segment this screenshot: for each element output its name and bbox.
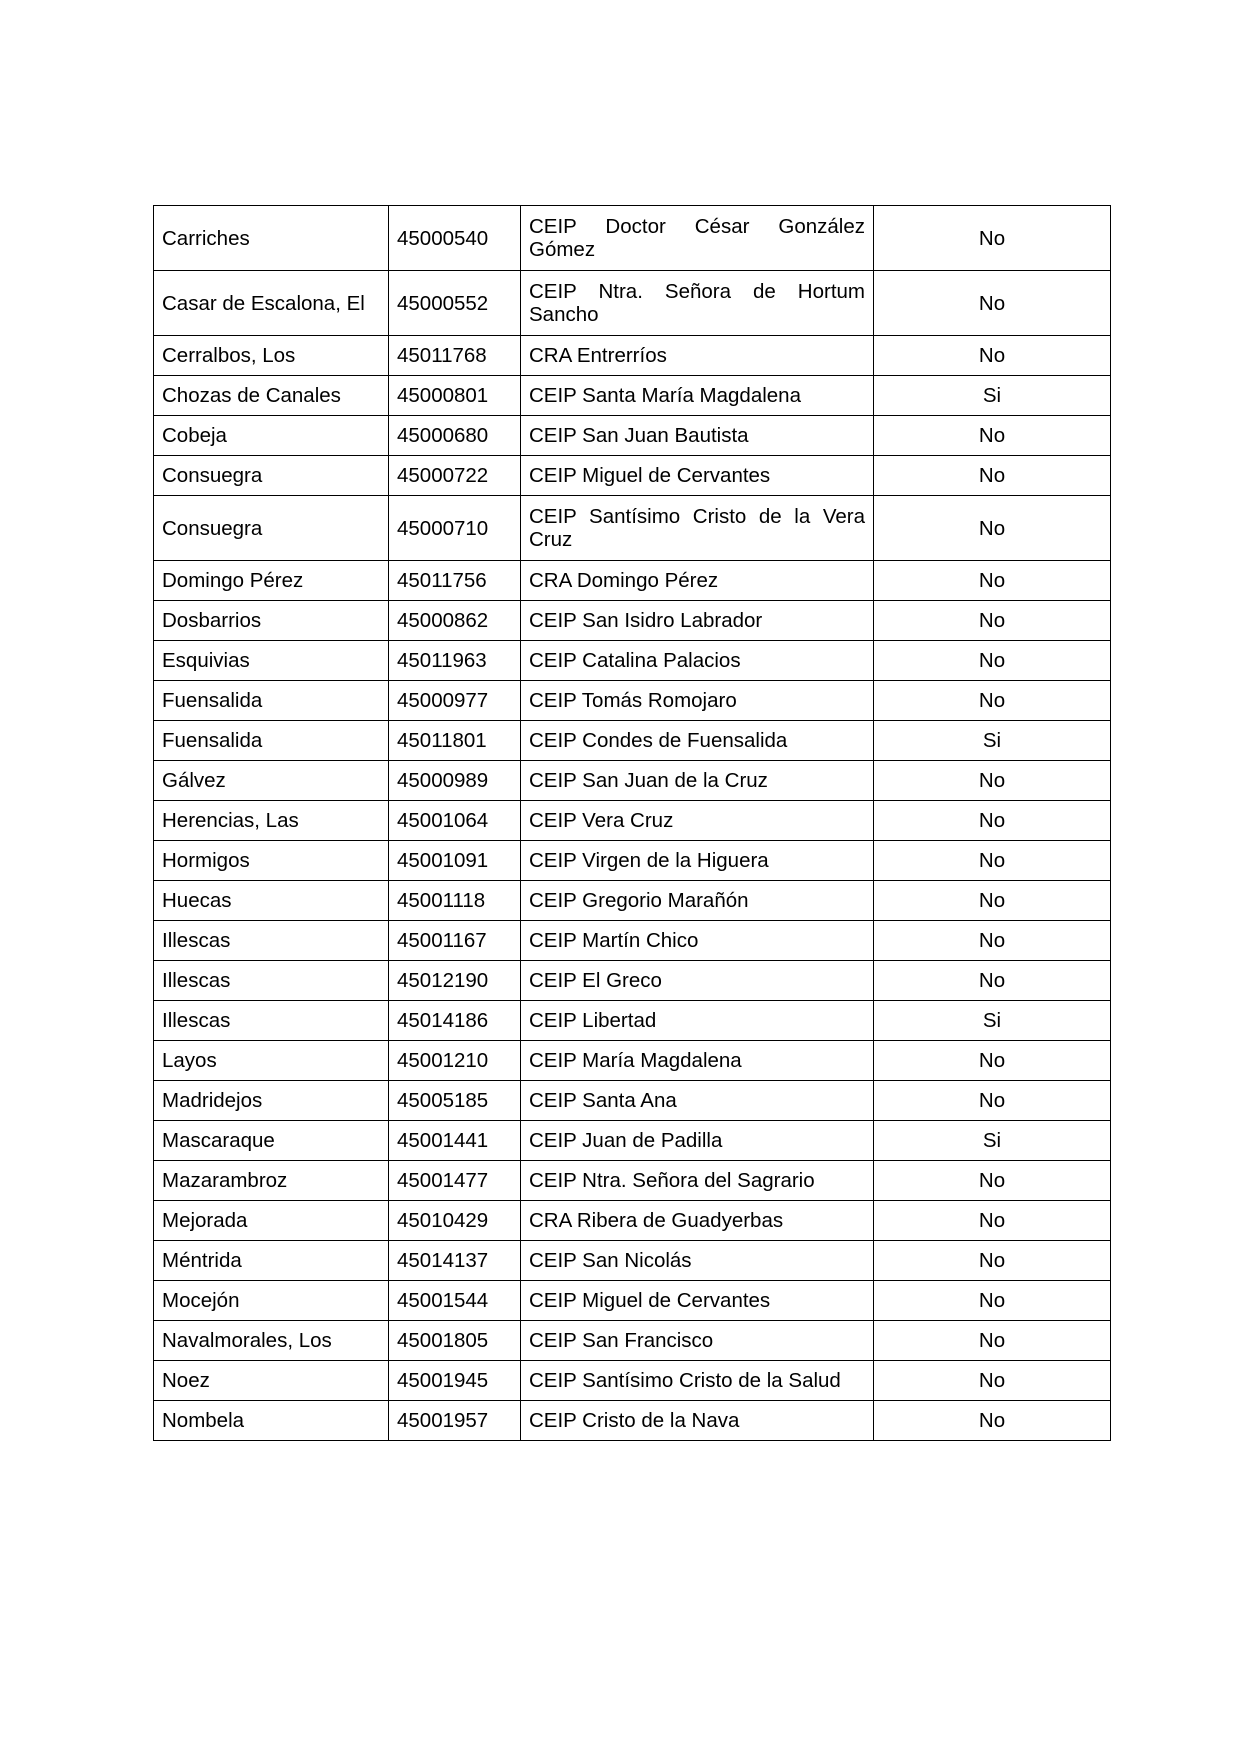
center-code-cell: 45001091 bbox=[389, 841, 521, 881]
town-cell: Mejorada bbox=[154, 1201, 389, 1241]
table-row bbox=[154, 1281, 1111, 1321]
table-row bbox=[154, 801, 1111, 841]
yes-no-cell: Si bbox=[874, 376, 1111, 416]
center-name-cell: CEIP San Juan de la Cruz bbox=[521, 761, 874, 801]
table-row bbox=[154, 1121, 1111, 1161]
town-cell: Illescas bbox=[154, 1001, 389, 1041]
yes-no-cell: No bbox=[874, 336, 1111, 376]
yes-no-cell: No bbox=[874, 416, 1111, 456]
table-row bbox=[154, 416, 1111, 456]
yes-no-cell: No bbox=[874, 1321, 1111, 1361]
center-name-cell: CEIP Virgen de la Higuera bbox=[521, 841, 874, 881]
center-name-cell: CEIP Ntra. Señora del Sagrario bbox=[521, 1161, 874, 1201]
center-name-cell: CRA Entrerríos bbox=[521, 336, 874, 376]
town-cell: Mazarambroz bbox=[154, 1161, 389, 1201]
yes-no-cell: No bbox=[874, 561, 1111, 601]
center-name-cell: CEIP Libertad bbox=[521, 1001, 874, 1041]
center-name-cell: CEIP Santa María Magdalena bbox=[521, 376, 874, 416]
center-name-cell: CEIP Martín Chico bbox=[521, 921, 874, 961]
center-code-cell: 45014186 bbox=[389, 1001, 521, 1041]
center-code-cell: 45001210 bbox=[389, 1041, 521, 1081]
town-cell: Madridejos bbox=[154, 1081, 389, 1121]
yes-no-cell: No bbox=[874, 1361, 1111, 1401]
town-cell: Illescas bbox=[154, 921, 389, 961]
table-row bbox=[154, 681, 1111, 721]
town-cell: Casar de Escalona, El bbox=[154, 271, 389, 336]
table-row bbox=[154, 1361, 1111, 1401]
town-cell: Domingo Pérez bbox=[154, 561, 389, 601]
center-code-cell: 45011756 bbox=[389, 561, 521, 601]
center-name-cell: CRA Domingo Pérez bbox=[521, 561, 874, 601]
table-row bbox=[154, 841, 1111, 881]
center-name-cell: CEIP Miguel de Cervantes bbox=[521, 1281, 874, 1321]
table-row bbox=[154, 336, 1111, 376]
table-row bbox=[154, 561, 1111, 601]
yes-no-cell: Si bbox=[874, 1121, 1111, 1161]
center-code-cell: 45001064 bbox=[389, 801, 521, 841]
town-cell: Nombela bbox=[154, 1401, 389, 1441]
center-name-cell: CEIP Santísimo Cristo de la Salud bbox=[521, 1361, 874, 1401]
table-row bbox=[154, 1001, 1111, 1041]
yes-no-cell: No bbox=[874, 641, 1111, 681]
center-code-cell: 45000977 bbox=[389, 681, 521, 721]
center-name-cell: CEIP Vera Cruz bbox=[521, 801, 874, 841]
center-name-cell: CEIP San Juan Bautista bbox=[521, 416, 874, 456]
center-code-cell: 45001167 bbox=[389, 921, 521, 961]
town-cell: Esquivias bbox=[154, 641, 389, 681]
town-cell: Gálvez bbox=[154, 761, 389, 801]
center-code-cell: 45000540 bbox=[389, 206, 521, 271]
table-row bbox=[154, 1401, 1111, 1441]
table-row bbox=[154, 641, 1111, 681]
town-cell: Mocejón bbox=[154, 1281, 389, 1321]
table-row bbox=[154, 921, 1111, 961]
center-name-cell: CEIP Santa Ana bbox=[521, 1081, 874, 1121]
center-name-cell: CEIP Condes de Fuensalida bbox=[521, 721, 874, 761]
center-code-cell: 45000862 bbox=[389, 601, 521, 641]
center-code-cell: 45011963 bbox=[389, 641, 521, 681]
town-cell: Consuegra bbox=[154, 496, 389, 561]
town-cell: Méntrida bbox=[154, 1241, 389, 1281]
yes-no-cell: No bbox=[874, 761, 1111, 801]
center-name-cell: CEIP San Nicolás bbox=[521, 1241, 874, 1281]
table-row bbox=[154, 376, 1111, 416]
town-cell: Consuegra bbox=[154, 456, 389, 496]
yes-no-cell: No bbox=[874, 1401, 1111, 1441]
yes-no-cell: No bbox=[874, 841, 1111, 881]
yes-no-cell: Si bbox=[874, 721, 1111, 761]
table-row bbox=[154, 601, 1111, 641]
center-code-cell: 45001118 bbox=[389, 881, 521, 921]
yes-no-cell: No bbox=[874, 961, 1111, 1001]
center-name-cell: CEIP Tomás Romojaro bbox=[521, 681, 874, 721]
yes-no-cell: No bbox=[874, 1161, 1111, 1201]
table-row bbox=[154, 1081, 1111, 1121]
center-code-cell: 45014137 bbox=[389, 1241, 521, 1281]
center-name-cell: CEIP Miguel de Cervantes bbox=[521, 456, 874, 496]
table-row bbox=[154, 961, 1111, 1001]
center-code-cell: 45000989 bbox=[389, 761, 521, 801]
center-name-cell: CEIP San Francisco bbox=[521, 1321, 874, 1361]
yes-no-cell: No bbox=[874, 801, 1111, 841]
schools-table-body bbox=[154, 206, 1111, 1441]
town-cell: Herencias, Las bbox=[154, 801, 389, 841]
yes-no-cell: No bbox=[874, 1281, 1111, 1321]
town-cell: Navalmorales, Los bbox=[154, 1321, 389, 1361]
table-row bbox=[154, 271, 1111, 336]
center-code-cell: 45010429 bbox=[389, 1201, 521, 1241]
table-row bbox=[154, 1201, 1111, 1241]
town-cell: Chozas de Canales bbox=[154, 376, 389, 416]
center-name-cell: CRA Ribera de Guadyerbas bbox=[521, 1201, 874, 1241]
yes-no-cell: No bbox=[874, 601, 1111, 641]
center-code-cell: 45011768 bbox=[389, 336, 521, 376]
table-row bbox=[154, 206, 1111, 271]
town-cell: Hormigos bbox=[154, 841, 389, 881]
center-name-cell: CEIP Catalina Palacios bbox=[521, 641, 874, 681]
table-row bbox=[154, 881, 1111, 921]
yes-no-cell: No bbox=[874, 1041, 1111, 1081]
town-cell: Cerralbos, Los bbox=[154, 336, 389, 376]
table-row bbox=[154, 496, 1111, 561]
center-name-cell: CEIP Gregorio Marañón bbox=[521, 881, 874, 921]
center-code-cell: 45000801 bbox=[389, 376, 521, 416]
yes-no-cell: No bbox=[874, 681, 1111, 721]
yes-no-cell: No bbox=[874, 1201, 1111, 1241]
yes-no-cell: No bbox=[874, 271, 1111, 336]
center-code-cell: 45005185 bbox=[389, 1081, 521, 1121]
table-row bbox=[154, 1241, 1111, 1281]
center-name-cell: CEIP Juan de Padilla bbox=[521, 1121, 874, 1161]
center-code-cell: 45011801 bbox=[389, 721, 521, 761]
yes-no-cell: No bbox=[874, 881, 1111, 921]
town-cell: Fuensalida bbox=[154, 721, 389, 761]
table-row bbox=[154, 1161, 1111, 1201]
center-name-cell: CEIP Ntra. Señora de Hortum Sancho bbox=[521, 271, 874, 336]
town-cell: Mascaraque bbox=[154, 1121, 389, 1161]
center-code-cell: 45012190 bbox=[389, 961, 521, 1001]
center-code-cell: 45001477 bbox=[389, 1161, 521, 1201]
yes-no-cell: No bbox=[874, 1241, 1111, 1281]
town-cell: Layos bbox=[154, 1041, 389, 1081]
center-code-cell: 45000680 bbox=[389, 416, 521, 456]
town-cell: Illescas bbox=[154, 961, 389, 1001]
town-cell: Huecas bbox=[154, 881, 389, 921]
yes-no-cell: No bbox=[874, 496, 1111, 561]
town-cell: Dosbarrios bbox=[154, 601, 389, 641]
center-name-cell: CEIP María Magdalena bbox=[521, 1041, 874, 1081]
center-code-cell: 45001957 bbox=[389, 1401, 521, 1441]
center-name-cell: CEIP Santísimo Cristo de la Vera Cruz bbox=[521, 496, 874, 561]
town-cell: Fuensalida bbox=[154, 681, 389, 721]
center-name-cell: CEIP El Greco bbox=[521, 961, 874, 1001]
town-cell: Carriches bbox=[154, 206, 389, 271]
center-code-cell: 45001945 bbox=[389, 1361, 521, 1401]
center-code-cell: 45000552 bbox=[389, 271, 521, 336]
center-code-cell: 45001544 bbox=[389, 1281, 521, 1321]
center-name-cell: CEIP San Isidro Labrador bbox=[521, 601, 874, 641]
table-row bbox=[154, 1041, 1111, 1081]
center-name-cell: CEIP Cristo de la Nava bbox=[521, 1401, 874, 1441]
schools-table bbox=[153, 205, 1111, 1441]
yes-no-cell: No bbox=[874, 921, 1111, 961]
yes-no-cell: No bbox=[874, 206, 1111, 271]
center-name-cell: CEIP Doctor César González Gómez bbox=[521, 206, 874, 271]
center-code-cell: 45000722 bbox=[389, 456, 521, 496]
yes-no-cell: Si bbox=[874, 1001, 1111, 1041]
table-row bbox=[154, 721, 1111, 761]
yes-no-cell: No bbox=[874, 456, 1111, 496]
table-row bbox=[154, 456, 1111, 496]
center-code-cell: 45001805 bbox=[389, 1321, 521, 1361]
town-cell: Noez bbox=[154, 1361, 389, 1401]
table-row bbox=[154, 761, 1111, 801]
center-code-cell: 45000710 bbox=[389, 496, 521, 561]
center-code-cell: 45001441 bbox=[389, 1121, 521, 1161]
town-cell: Cobeja bbox=[154, 416, 389, 456]
table-row bbox=[154, 1321, 1111, 1361]
yes-no-cell: No bbox=[874, 1081, 1111, 1121]
